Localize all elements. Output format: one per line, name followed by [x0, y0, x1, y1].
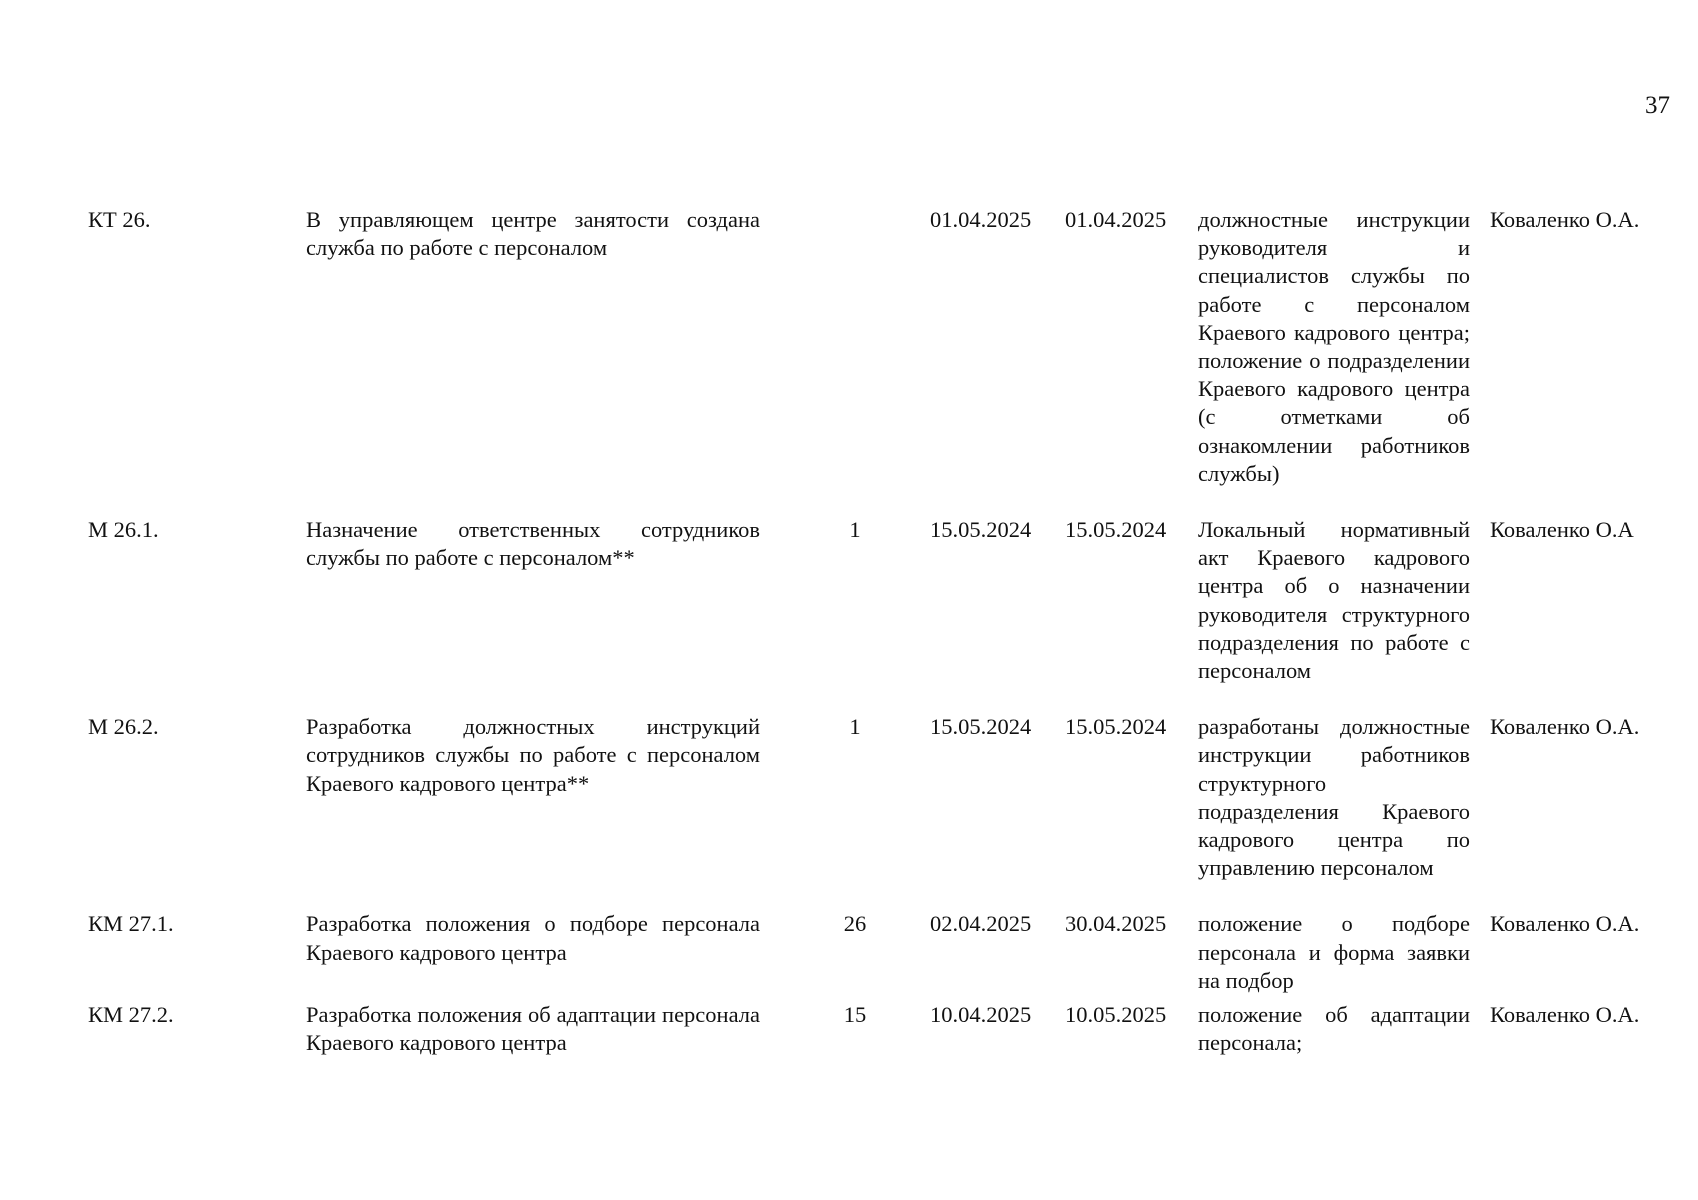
milestone-code: М 26.1.	[88, 517, 159, 543]
end-date: 15.05.2024	[1065, 714, 1167, 740]
table-row	[80, 713, 1590, 910]
result-document: положение о подборе персонала и форма заявки на подбор	[1198, 911, 1470, 993]
table-row	[80, 516, 1590, 713]
responsible-person: Коваленко О.А	[1490, 517, 1634, 543]
plan-table	[80, 206, 1640, 1057]
event-name: Разработка положения о подборе персонала Краевого кадрового центра	[306, 911, 760, 965]
event-name: Разработка должностных инструкций сотрудников службы по работе с персоналом Краевого кадрового центра**	[306, 714, 760, 796]
duration-days: 15	[843, 1002, 867, 1028]
duration-days: 1	[849, 714, 861, 740]
milestone-code: КМ 27.1.	[88, 911, 174, 937]
page-number: 37	[1645, 92, 1670, 119]
event-name: Назначение ответственных сотрудников службы по работе с персоналом**	[306, 517, 760, 571]
start-date: 10.04.2025	[930, 1002, 1032, 1028]
end-date: 15.05.2024	[1065, 517, 1167, 543]
responsible-person: Коваленко О.А.	[1490, 714, 1640, 740]
duration-days: 26	[843, 911, 867, 937]
table-row	[80, 1001, 1590, 1057]
milestone-code: М 26.2.	[88, 714, 159, 740]
result-document: положение об адаптации персонала;	[1198, 1002, 1470, 1056]
milestone-code: КМ 27.2.	[88, 1002, 174, 1028]
start-date: 01.04.2025	[930, 207, 1032, 232]
duration-days	[780, 206, 890, 516]
responsible-person: Коваленко О.А.	[1490, 911, 1640, 937]
result-document: Локальный нормативный акт Краевого кадрового центра об о назначении руководителя структурного подразделения по работе с персоналом	[1198, 517, 1470, 684]
result-document: разработаны должностные инструкции работников структурного подразделения Краевого кадрового центра по управлению персоналом	[1198, 714, 1470, 881]
start-date: 15.05.2024	[930, 714, 1032, 740]
responsible-person: Коваленко О.А.	[1490, 207, 1640, 232]
duration-days: 1	[849, 517, 861, 543]
start-date: 15.05.2024	[930, 517, 1032, 543]
end-date: 30.04.2025	[1065, 911, 1167, 937]
table-row	[80, 910, 1590, 1001]
responsible-person: Коваленко О.А.	[1490, 1002, 1640, 1028]
event-name: В управляющем центре занятости создана служба по работе с персоналом	[306, 207, 760, 261]
control-point-code: КТ 26.	[88, 207, 151, 232]
start-date: 02.04.2025	[930, 911, 1032, 937]
end-date: 01.04.2025	[1065, 207, 1167, 232]
table-row	[80, 206, 1590, 516]
result-document: должностные инструкции руководителя и специалистов службы по работе с персоналом Краевого кадрового центра; положение о подразделении Краевого кадрового центра (с отметками об ознакомлении работников службы)	[1198, 207, 1470, 486]
end-date: 10.05.2025	[1065, 1002, 1167, 1028]
event-name: Разработка положения об адаптации персонала Краевого кадрового центра	[306, 1002, 760, 1056]
